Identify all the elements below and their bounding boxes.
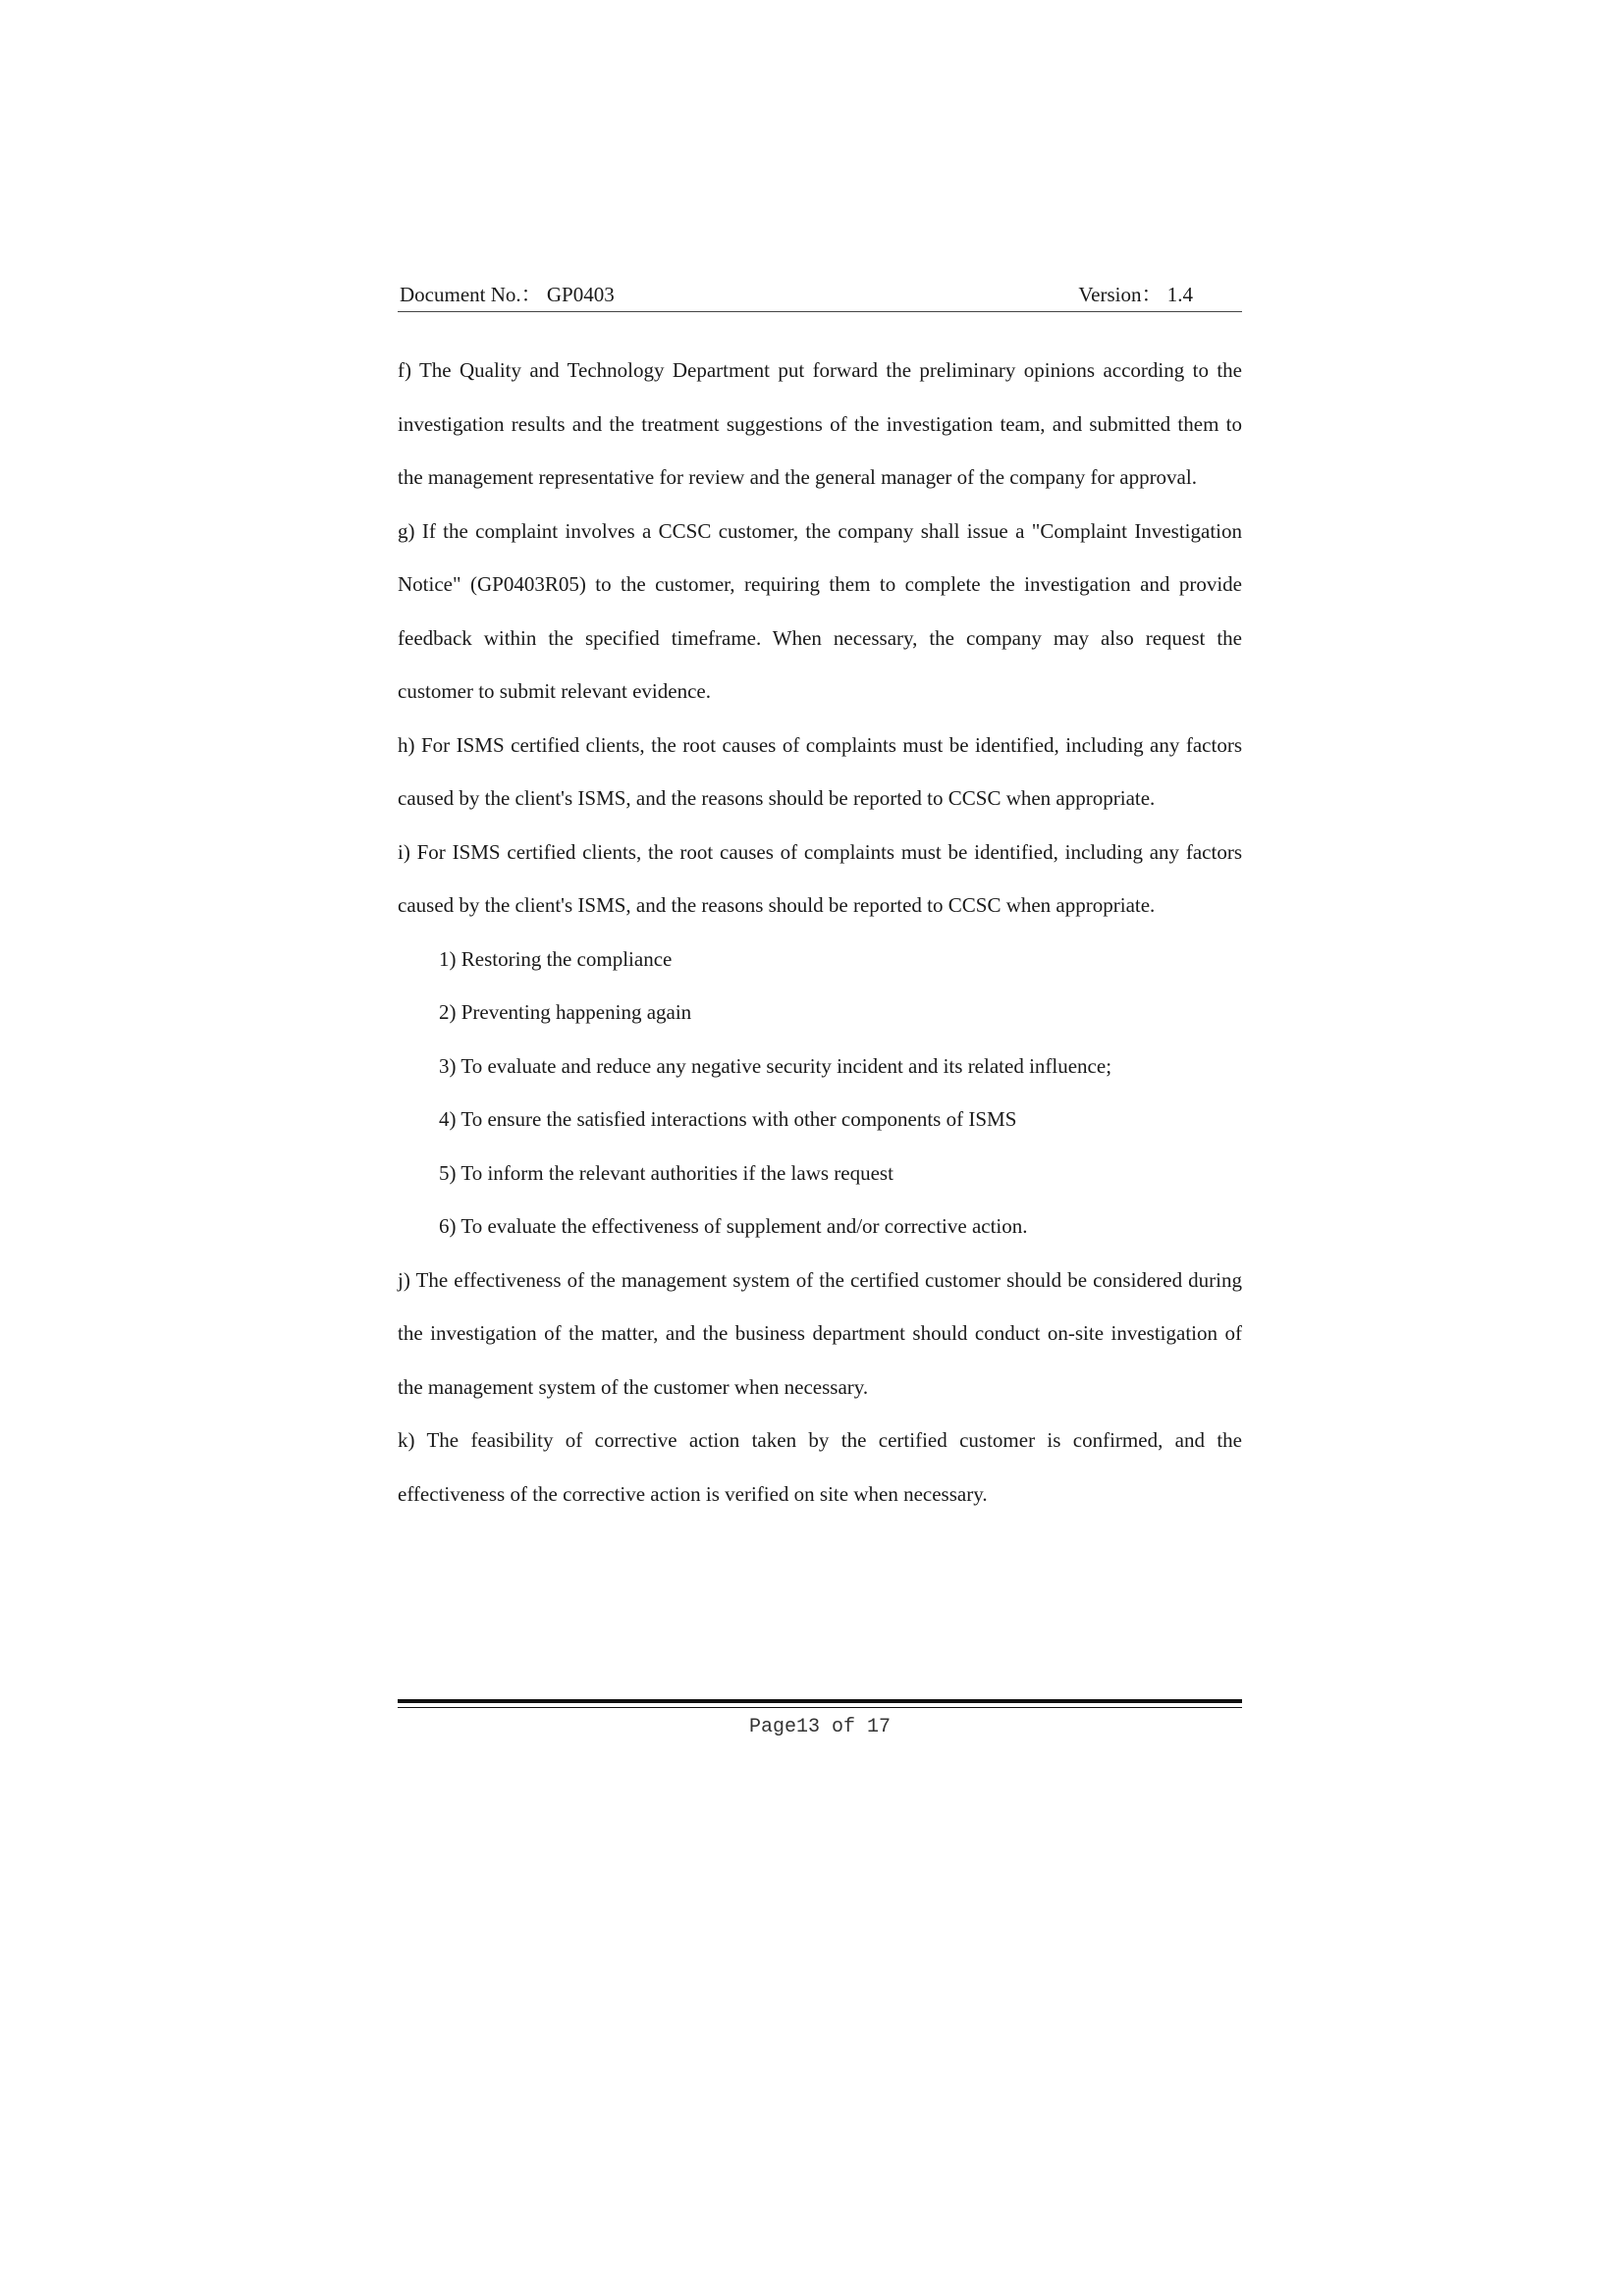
list-item: 4) To ensure the satisfied interactions with other components of ISMS xyxy=(439,1107,1017,1131)
paragraph-g: g) If the complaint involves a CCSC customer, the company shall issue a "Complaint Investigation Notice" (GP0403R05) to the customer, requiring them to complete the investigation and provide feedback within the specified timeframe. When necessary, the company may also request the customer to submit relevant evidence. xyxy=(398,518,1242,703)
page-body xyxy=(398,344,1242,1521)
paragraph-f: f) The Quality and Technology Department put forward the preliminary opinions according to the investigation results and the treatment suggestions of the investigation team, and submitted them to the management representative for review and the general manager of the company for approval. xyxy=(398,358,1242,489)
page-number: Page13 of 17 xyxy=(748,1716,892,1738)
document-version: Version： 1.4 xyxy=(1078,283,1193,306)
page-header xyxy=(400,277,1242,312)
document-page xyxy=(398,0,1242,2296)
paragraph-j: j) The effectiveness of the management system of the certified customer should be considered during the investigation of the matter, and the business department should conduct on-site investigation of the management system of the customer when necessary. xyxy=(398,1267,1242,1399)
list-item: 2) Preventing happening again xyxy=(439,1000,692,1024)
paragraph-i-list xyxy=(398,933,1242,1254)
paragraph-i: i) For ISMS certified clients, the root causes of complaints must be identified, including any factors caused by the client's ISMS, and the reasons should be reported to CCSC when appropriate. xyxy=(398,839,1242,917)
paragraph-h: h) For ISMS certified clients, the root causes of complaints must be identified, including any factors caused by the client's ISMS, and the reasons should be reported to CCSC when appropriate. xyxy=(398,732,1242,810)
footer-divider-thick xyxy=(398,1699,1242,1703)
list-item: 6) To evaluate the effectiveness of supplement and/or corrective action. xyxy=(439,1214,1028,1238)
paragraph-k: k) The feasibility of corrective action taken by the certified customer is confirmed, and the effectiveness of the corrective action is verified on site when necessary. xyxy=(398,1428,1242,1506)
list-item: 5) To inform the relevant authorities if the laws request xyxy=(439,1160,893,1185)
list-item: 3) To evaluate and reduce any negative security incident and its related influence; xyxy=(439,1053,1112,1078)
document-number: Document No.： GP0403 xyxy=(400,283,615,306)
list-item: 1) Restoring the compliance xyxy=(439,946,673,971)
header-divider xyxy=(398,311,1242,312)
footer-divider-thin xyxy=(398,1707,1242,1708)
